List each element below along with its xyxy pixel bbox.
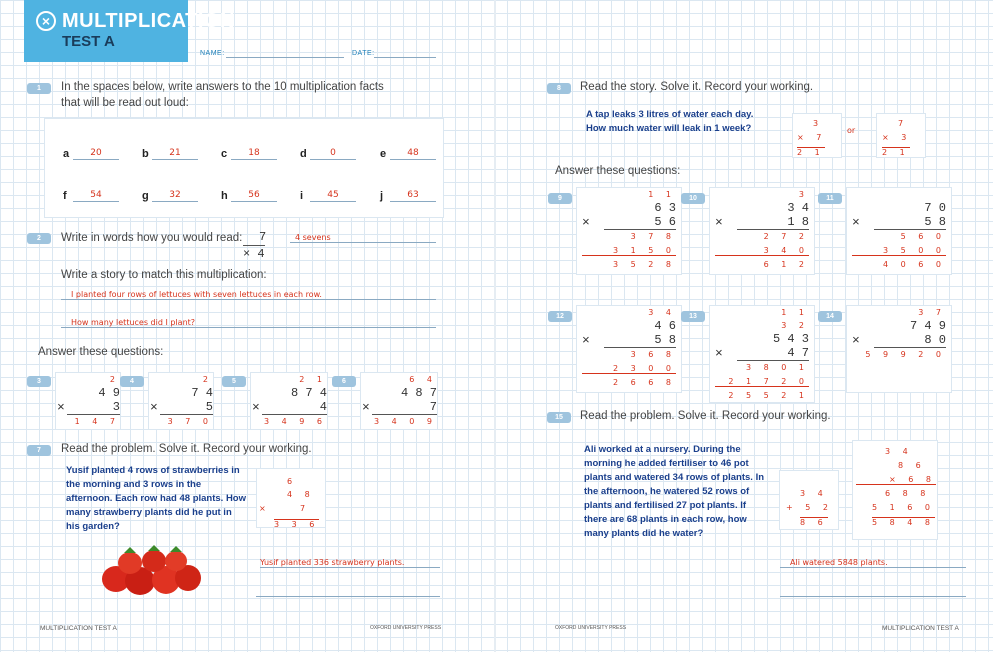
q15-story: Ali worked at a nursery. During the morning he added fertiliser to 46 pot plants and watered 34 rows of plants. In the afternoon, he watered 52 rows of plants and fertilised 27 pot plants. If there are 68 plants in each row, how many plants did he water? (584, 444, 765, 539)
carry-digit: 1 1 (648, 190, 676, 199)
times-sign: × (582, 215, 590, 230)
carry-digit: 2 (202, 375, 213, 384)
working-line: 7 (898, 119, 909, 128)
mult-bottom: 5 8 (874, 215, 946, 230)
carry-digit: 6 4 (409, 375, 437, 384)
carry-digit: 1 1 (781, 308, 809, 317)
working-result: 8 6 (800, 518, 828, 527)
times-sign: × (259, 504, 271, 513)
question-badge: 8 (547, 83, 571, 94)
working-line: + 5 2 (786, 503, 833, 512)
working-result: 2 1 (797, 148, 825, 157)
mult-bottom: × 4 (243, 247, 265, 261)
story-line-2[interactable]: How many lettuces did I plant? (61, 318, 436, 328)
result[interactable]: 6 1 2 (763, 260, 809, 269)
partial-product[interactable]: 5 6 0 (900, 232, 946, 241)
mult-bottom: 3 (67, 400, 120, 415)
strawberries-image (96, 545, 206, 597)
mult-top: 4 6 (654, 319, 676, 333)
question-badge: 2 (27, 233, 51, 244)
mult-top: 8 7 4 (290, 386, 327, 400)
partial-product[interactable]: 2 1 7 2 0 (715, 377, 809, 387)
partial-product[interactable]: 5 9 9 2 0 (865, 350, 946, 359)
carry-digit: 3 4 (648, 308, 676, 317)
q7-answer[interactable]: Yusif planted 336 strawberry plants. (260, 558, 440, 568)
times-sign: × (252, 400, 260, 415)
mult-top: 7 0 (924, 201, 946, 215)
item-letter: g (142, 190, 149, 202)
question-text: Read the problem. Solve it. Record your working. (580, 410, 831, 422)
item-answer[interactable]: 45 (310, 190, 356, 202)
working-result: 2 1 (882, 148, 910, 157)
q15-answer[interactable]: Ali watered 5848 plants. (780, 558, 966, 568)
working-line: 6 8 8 (885, 489, 931, 498)
mult-bottom: 4 7 (737, 346, 809, 361)
date-field[interactable] (374, 57, 436, 58)
item-letter: h (221, 190, 228, 202)
carry-digit: 2 (109, 375, 120, 384)
mult-bottom: 5 8 (604, 333, 676, 348)
question-badge: 5 (222, 376, 246, 387)
question-badge: 15 (547, 412, 571, 423)
mult-bottom: 4 (262, 400, 327, 415)
result[interactable]: 3 4 9 6 (264, 417, 327, 426)
working-line: × 7 (797, 133, 827, 142)
question-badge: 9 (548, 193, 572, 204)
times-sign: × (852, 215, 860, 230)
partial-product[interactable]: 3 1 5 0 (582, 246, 676, 256)
question-badge: 4 (120, 376, 144, 387)
result[interactable]: 2 6 6 8 (613, 378, 676, 387)
page-spine (494, 0, 496, 652)
working-line: 3 4 (800, 489, 828, 498)
result[interactable]: 1 4 7 (74, 417, 120, 426)
section-heading: Answer these questions: (555, 165, 681, 177)
date-label: DATE: (352, 50, 375, 57)
section-heading: Answer these questions: (38, 346, 164, 358)
mult-top: 6 3 (654, 201, 676, 215)
carry-digit: 3 2 (781, 321, 809, 330)
item-letter: i (300, 190, 304, 202)
q1-answer-area (44, 118, 444, 218)
working-line: 3 (813, 119, 824, 128)
q2-answer[interactable]: 4 sevens (290, 233, 436, 243)
question-badge: 7 (27, 445, 51, 456)
result[interactable]: 3 7 0 (167, 417, 213, 426)
carry-digit: 6 (287, 477, 298, 486)
item-answer[interactable]: 56 (231, 190, 277, 202)
story-prompt: Write a story to match this multiplication: (61, 269, 267, 281)
times-sign: × (362, 400, 370, 415)
item-answer[interactable]: 21 (152, 148, 198, 160)
story-line-1[interactable]: I planted four rows of lettuces with seven lettuces in each row. (61, 290, 436, 300)
item-letter: j (380, 190, 384, 202)
mult-bottom: 8 0 (874, 333, 946, 348)
item-letter: f (63, 190, 67, 202)
item-answer[interactable]: 0 (310, 148, 356, 160)
mult-bottom: 5 6 (604, 215, 676, 230)
q7-story: Yusif planted 4 rows of strawberries in the morning and 3 rows in the afternoon. Each row had 48 plants. How many strawberry plants did he put in his garden? (66, 465, 246, 532)
times-sign: × (715, 346, 723, 361)
or-label: or (847, 126, 856, 135)
result[interactable]: 2 5 5 2 1 (728, 391, 809, 400)
working-line: 7 (300, 504, 311, 513)
mult-bottom: 5 (160, 400, 213, 415)
item-letter: e (380, 148, 387, 160)
carry-digit: 3 7 (918, 308, 946, 317)
question-text: Write in words how you would read: (61, 232, 243, 244)
partial-product[interactable]: 3 8 0 1 (746, 363, 809, 372)
working-line: × 6 8 (856, 475, 936, 485)
item-letter: c (221, 148, 228, 160)
partial-product[interactable]: 2 3 0 0 (582, 364, 676, 374)
footer-publisher: OXFORD UNIVERSITY PRESS (370, 625, 442, 631)
working-line: 5 1 6 0 (872, 503, 935, 512)
question-badge: 12 (548, 311, 572, 322)
mult-top: 3 4 (787, 201, 809, 215)
mult-top: 5 4 3 (772, 332, 809, 346)
result[interactable]: 3 5 2 8 (613, 260, 676, 269)
footer-publisher: OXFORD UNIVERSITY PRESS (555, 625, 627, 631)
partial-product[interactable]: 2 7 2 (763, 232, 809, 241)
question-badge: 13 (681, 311, 705, 322)
mult-top: 4 9 (98, 386, 120, 400)
item-letter: a (63, 148, 70, 160)
result[interactable]: 3 4 0 9 (374, 417, 437, 426)
item-answer[interactable]: 32 (152, 190, 198, 202)
item-answer[interactable]: 48 (390, 148, 436, 160)
carry-digit: 3 (798, 190, 809, 199)
question-text: In the spaces below, write answers to the 10 multiplication facts that will be read out loud: (61, 81, 384, 109)
question-text: Read the problem. Solve it. Record your working. (61, 443, 312, 455)
working-line: 4 8 (287, 490, 315, 499)
mult-bottom: 7 (372, 400, 437, 415)
question-badge: 14 (818, 311, 842, 322)
working-line: × 3 (882, 133, 912, 142)
partial-product[interactable]: 3 6 8 (630, 350, 676, 359)
answer-line[interactable] (780, 596, 966, 597)
footer-left: MULTIPLICATION TEST A (40, 625, 117, 632)
partial-product[interactable]: 3 4 0 (715, 246, 809, 256)
mult-bottom: 1 8 (737, 215, 809, 230)
item-letter: d (300, 148, 307, 160)
q8-story: A tap leaks 3 litres of water each day. How much water will leak in 1 week? (586, 109, 754, 134)
question-badge: 1 (27, 83, 51, 94)
question-badge: 6 (332, 376, 356, 387)
partial-product[interactable]: 3 7 8 (630, 232, 676, 241)
times-sign: × (150, 400, 158, 415)
working-result: 3 3 6 (274, 520, 320, 529)
name-field[interactable] (226, 57, 344, 58)
page-subtitle: TEST A (62, 33, 115, 50)
times-sign: × (715, 215, 723, 230)
question-text: Read the story. Solve it. Record your working. (580, 81, 814, 93)
name-label: NAME: (200, 50, 225, 57)
times-sign: × (852, 333, 860, 348)
question-badge: 10 (681, 193, 705, 204)
carry-digit: 2 1 (299, 375, 327, 384)
mult-top: 4 8 7 (400, 386, 437, 400)
item-answer[interactable]: 63 (390, 190, 436, 202)
mult-top: 7 4 (191, 386, 213, 400)
item-answer[interactable]: 18 (231, 148, 277, 160)
answer-line[interactable] (256, 596, 440, 597)
carry-digit: 3 4 (885, 447, 913, 456)
item-answer[interactable]: 20 (73, 148, 119, 160)
times-sign: × (582, 333, 590, 348)
page-title: MULTIPLICATION (62, 10, 235, 32)
working-line: 8 6 (898, 461, 926, 470)
mult-top: 7 4 9 (909, 319, 946, 333)
mult-top: 7 (259, 230, 267, 244)
working-result: 5 8 4 8 (872, 518, 935, 527)
footer-right: MULTIPLICATION TEST A (882, 625, 959, 632)
times-sign: × (57, 400, 65, 415)
item-answer[interactable]: 54 (73, 190, 119, 202)
item-letter: b (142, 148, 149, 160)
question-badge: 11 (818, 193, 842, 204)
partial-product[interactable]: 3 5 0 0 (852, 246, 946, 256)
close-icon: × (36, 11, 56, 31)
question-badge: 3 (27, 376, 51, 387)
result[interactable]: 4 0 6 0 (883, 260, 946, 269)
